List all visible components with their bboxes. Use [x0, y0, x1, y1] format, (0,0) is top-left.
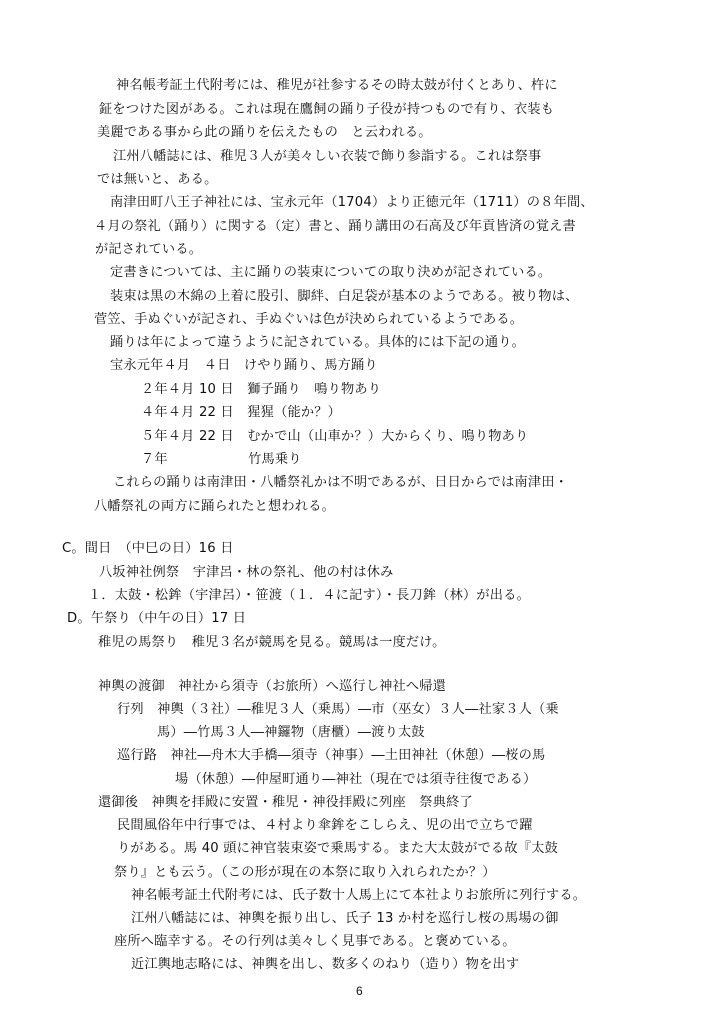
text-line: 宝永元年４月 ４日 けやり踊り、馬方踊り [110, 358, 378, 373]
text-line: ４月の祭礼（踊り）に関する（定）書と、踊り講田の石高及び年貢皆済の覚え書 [94, 219, 576, 234]
text-line: 還御後 神輿を拝殿に安置・稚児・神役拝殿に列座 祭典終了 [98, 795, 473, 810]
text-line: 装束は黒の木綿の上着に股引、脚絆、白足袋が基本のようである。被り物は、 [110, 289, 579, 304]
text-line: 定書きについては、主に踊りの装束についての取り決めが記されている。 [110, 265, 552, 280]
text-line: 場（休憩）―仲屋町通り―神社（現在では須寺往復である） [175, 772, 537, 787]
text-line: 稚児の馬祭り 稚児３名が競馬を見る。競馬は一度だけ。 [98, 635, 446, 650]
text-line: 馬）―竹馬３人―神鑼物（唐櫃）―渡り太鼓 [157, 725, 425, 740]
text-line: 江州八幡誌には、稚児３人が美々しい衣装で飾り参詣する。これは祭事 [113, 149, 542, 164]
text-line: これらの踊りは南津田・八幡祭礼かは不明であるが、日日からでは南津田・ [113, 475, 569, 490]
page-number: 6 [356, 984, 363, 998]
text-line: 八坂神社例祭 宇津呂・林の祭礼、他の村は休み [99, 565, 394, 580]
text-line: が記されている。 [95, 242, 203, 257]
text-line: 八幡祭礼の両方に踊られたと想われる。 [94, 499, 335, 514]
text-line: 菅笠、手ぬぐいが記され、手ぬぐいは色が決められているようである。 [94, 312, 524, 327]
text-line: 神名帳考証土代附考には、氏子数十人馬上にて本社よりお旅所に列行する。 [131, 888, 587, 903]
text-line: ７年 竹馬乗り [141, 452, 302, 467]
text-line: りがある。馬 40 頭に神官装束姿で乗馬する。また大太鼓がでる故『太鼓 [117, 841, 558, 856]
text-line: 座所へ臨幸する。その行列は美々しく見事である。と褒めている。 [114, 934, 516, 949]
text-line: 巡行路 神社―舟木大手橋―須寺（神事）―土田神社（休憩）―桜の馬 [117, 748, 546, 763]
text-line: 踊りは年によって違うように記されている。具体的には下記の通り。 [110, 335, 526, 350]
text-line: ２年４月 10 日 獅子踊り 鳴り物あり [141, 382, 382, 397]
text-line: 神輿の渡御 神社から須寺（お旅所）へ巡行し神社へ帰還 [98, 679, 447, 694]
text-line: 江州八幡誌には、神輿を振り出し、氏子 13 か村を巡行し桜の馬場の御 [131, 911, 559, 926]
text-line: ４年４月 22 日 猩猩（能か？） [141, 405, 342, 420]
text-line: では無いと、ある。 [97, 172, 218, 187]
text-line: １．太鼓・松鉾（宇津呂）・笹渡（１．４に記す）・長刀鉾（林）が出る。 [88, 588, 530, 603]
section-heading: C。間日 （中巳の日）16 日 [62, 541, 234, 556]
text-line: 南津田町八王子神社には、宝永元年（1704）より正徳元年（1711）の８年間、 [110, 195, 594, 210]
text-line: 祭り』とも云う。（この形が現在の本祭に取り入れられたか？） [114, 865, 496, 880]
section-heading: D。午祭り（中午の日）17 日 [67, 611, 247, 626]
text-line: 民間風俗年中行事では、４村より傘鉾をこしらえ、児の出で立ちで躍 [117, 818, 533, 833]
text-line: 鉦をつけた図がある。これは現在鷹飼の踊り子役が持つもので有り、衣装も [99, 102, 555, 117]
text-line: 行列 神輿（３社）―稚児３人（乗馬）―市（巫女）３人―社家３人（乗 [117, 702, 559, 717]
text-line: 美麗である事から此の踊りを伝えたもの と云われる。 [97, 125, 432, 140]
text-line: 近江輿地志略には、神輿を出し、数多くのねり（造り）物を出す [131, 957, 520, 972]
text-line: 神名帳考証土代附考には、稚児が社参するその時太鼓が付くとあり、杵に [116, 78, 558, 93]
text-line: ５年４月 22 日 むかで山（山車か？）大からくり、鳴り物あり [141, 429, 529, 444]
